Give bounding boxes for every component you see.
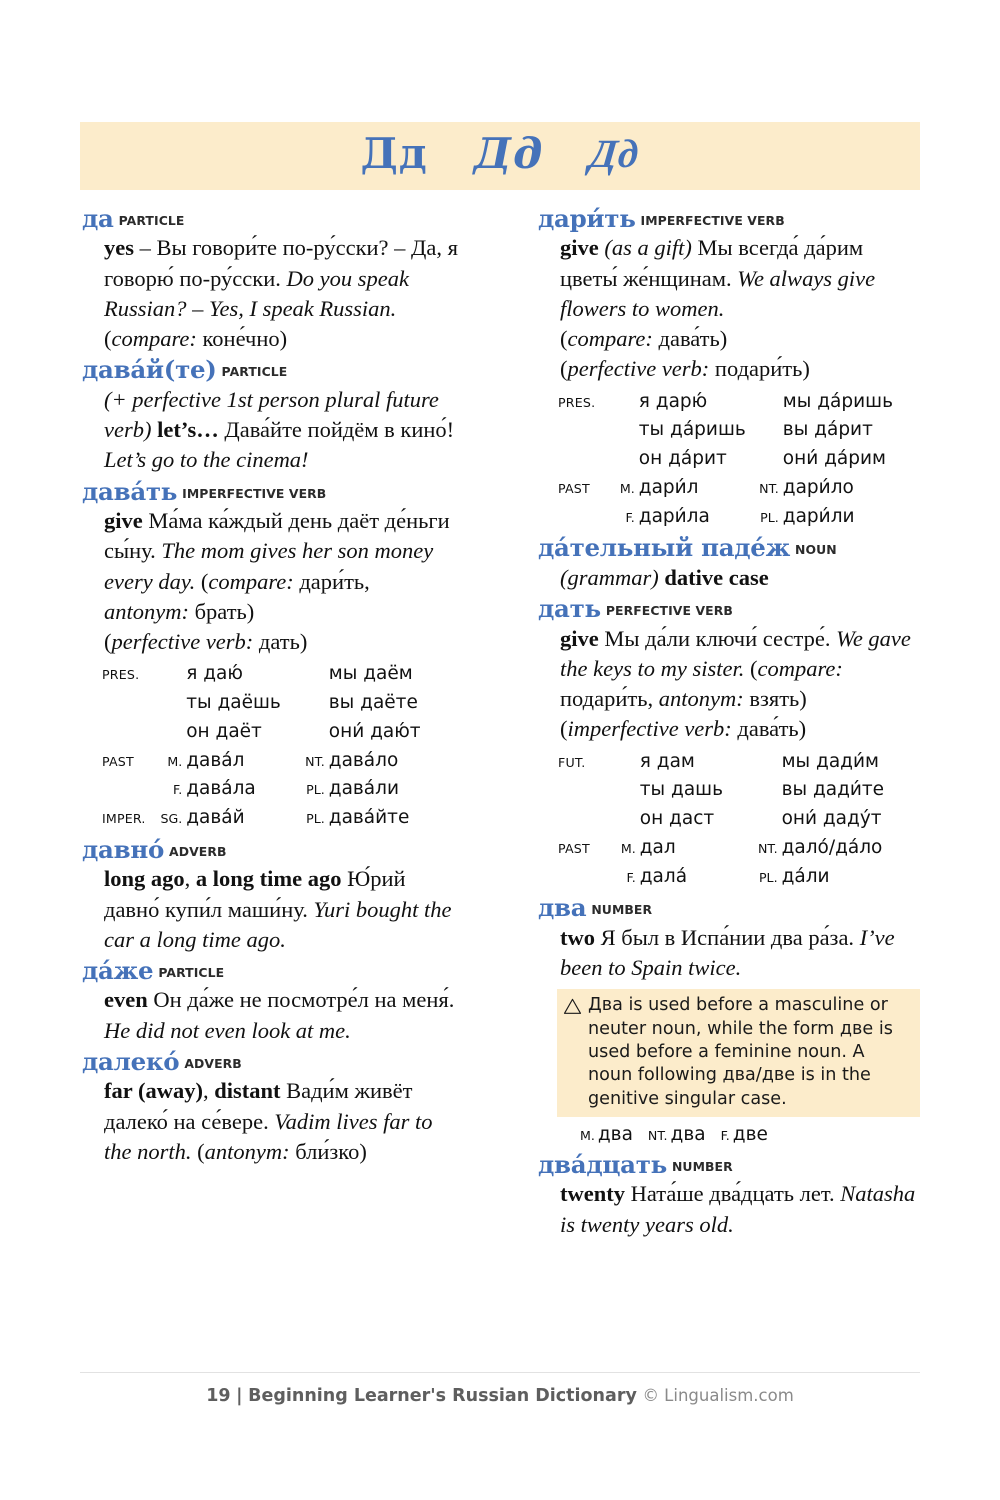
gender-label: NT. [759, 480, 779, 496]
entry-definition: twenty Ната́ше два́дцать лет. Natasha is twenty years old. [560, 1181, 916, 1237]
warning-triangle-icon [563, 997, 582, 1016]
gender-label [754, 445, 783, 474]
conjugation-row [558, 503, 916, 532]
entry-headline [82, 478, 460, 505]
entry-definition: give Ма́ма ка́ждый день даёт де́ньги сы́ну. The mom gives her son money every day. (compare: дари́ть, antonym: брать) (perfective verb: дать) [104, 508, 450, 655]
gender-label [300, 718, 329, 747]
verb-form: я дарю́ [638, 390, 708, 412]
letter-cursive-glyph: Дд [588, 131, 642, 176]
verb-form: мы даём [328, 663, 413, 685]
verb-form: вы да́рит [782, 419, 873, 441]
entry-definition: (grammar) dative case [560, 564, 769, 590]
gender-label: M. [620, 840, 636, 856]
gender-label [753, 805, 782, 834]
verb-form: ты да́ришь [638, 419, 746, 441]
verb-form: да́ли [781, 865, 830, 887]
headword[interactable]: два́дцать [538, 1149, 667, 1179]
tense-label [102, 775, 157, 804]
tense-label [558, 863, 611, 892]
tense-label [558, 776, 611, 805]
footer-page-number: 19 [206, 1386, 231, 1406]
entry-definition: give Мы да́ли ключи́ сестре́. We gave the keys to my sister. (compare: подари́ть, antonym: взять) (imperfective verb: дава́ть) [560, 625, 911, 742]
tense-label: PRES. [558, 394, 596, 410]
gender-label [300, 660, 329, 689]
part-of-speech-label: NOUN [795, 542, 837, 558]
verb-form: дала́ [639, 865, 688, 887]
conjugation-table [558, 388, 916, 532]
gender-label: SG. [160, 811, 183, 827]
footer-title: Beginning Learner's Russian Dictionary [248, 1386, 637, 1406]
headword[interactable]: дава́ть [82, 476, 178, 506]
conjugation-row [102, 804, 460, 833]
part-of-speech-label: PARTICLE [158, 965, 225, 980]
verb-form: дава́л [186, 749, 245, 771]
dictionary-entry [82, 356, 460, 475]
verb-form: они́ даду́т [781, 808, 882, 830]
gender-label [157, 689, 186, 718]
conjugation-row [558, 776, 916, 805]
verb-form: дава́ла [186, 778, 256, 800]
dictionary-entry [538, 894, 916, 1149]
gender-label [611, 805, 639, 834]
conjugation-row [102, 689, 460, 718]
conjugation-row [558, 805, 916, 834]
headword[interactable]: да [82, 204, 114, 233]
right-column [538, 205, 916, 1242]
dictionary-entry [82, 836, 460, 955]
gender-form-value: два [597, 1124, 633, 1146]
gender-label: NT. [757, 840, 778, 856]
part-of-speech-label: IMPERFECTIVE VERB [640, 213, 785, 228]
verb-form: они́ даю́т [328, 720, 421, 742]
headword[interactable]: дава́й(те) [82, 355, 217, 385]
verb-form: дари́л [638, 476, 699, 498]
verb-form: мы да́ришь [782, 390, 893, 412]
entry-definition: (+ perfective 1st person plural future verb) let’s… Дава́йте пойдём в кино́! Let’s go to the cinema! [104, 386, 455, 473]
tense-label [558, 445, 611, 474]
headword[interactable]: далеко́ [82, 1046, 180, 1076]
dictionary-entry [82, 205, 460, 354]
dictionary-entry [82, 1048, 460, 1167]
verb-form: дава́ли [328, 778, 399, 800]
gender-label [157, 718, 186, 747]
page-footer [0, 1386, 1000, 1406]
conjugation-row [102, 718, 460, 747]
verb-form: он даст [639, 808, 715, 830]
entry-definition: even Он да́же не посмотре́л на меня́. He did not even look at me. [104, 987, 455, 1043]
part-of-speech-label: ADVERB [169, 843, 227, 859]
gender-label [300, 689, 329, 718]
footer-divider [80, 1372, 920, 1373]
conjugation-row [558, 388, 916, 417]
tense-label [102, 718, 157, 747]
footer-copyright: © Lingualism.com [642, 1386, 794, 1405]
gender-label: F. [173, 782, 183, 798]
verb-form: он да́рит [638, 448, 727, 470]
dictionary-entry [538, 205, 916, 531]
left-column [82, 205, 460, 1169]
letter-upright-glyph: Дд [360, 129, 428, 178]
entry-headline [82, 356, 460, 383]
entry-headline [82, 1048, 460, 1075]
verb-form: ты дашь [639, 779, 723, 801]
verb-form: ты даёшь [186, 692, 281, 714]
verb-form: дари́ла [638, 505, 710, 527]
gender-label: PL. [760, 509, 779, 525]
verb-form: дава́й [186, 807, 245, 829]
conjugation-table [558, 748, 916, 892]
dictionary-entry [538, 1151, 916, 1240]
gender-label: F. [626, 869, 636, 885]
tense-label: PAST [102, 753, 134, 769]
tense-label: PAST [558, 840, 590, 856]
headword[interactable]: дать [538, 594, 601, 624]
gender-label: F. [720, 1128, 730, 1144]
conjugation-row [558, 748, 916, 777]
entry-headline [82, 836, 460, 863]
verb-form: вы даёте [328, 692, 418, 714]
letter-header-band [80, 122, 920, 190]
gender-label [157, 660, 186, 689]
gender-form-value: два [670, 1124, 706, 1146]
gender-label [754, 388, 783, 417]
gender-label: PL. [758, 869, 778, 885]
conjugation-row [558, 416, 916, 445]
conjugation-row [102, 775, 460, 804]
tense-label: PRES. [102, 667, 140, 683]
entry-definition: give (as a gift) Мы всегда́ да́рим цветы́ же́нщинам. We always give flowers to women. (compare: дава́ть) (perfective verb: подари́ть) [560, 235, 876, 382]
gender-label: PL. [306, 811, 325, 827]
entry-definition: long ago, a long time ago Ю́рий давно́ купи́л маши́ну. Yuri bought the car a long time ago. [104, 866, 452, 952]
verb-form: они́ да́рим [782, 448, 886, 470]
gender-form-value: две [732, 1124, 768, 1146]
headword[interactable]: да́тельный паде́ж [538, 533, 791, 563]
headword[interactable]: два [538, 893, 587, 923]
gender-label: M. [619, 480, 635, 496]
conjugation-row [102, 747, 460, 776]
part-of-speech-label: NUMBER [671, 1158, 733, 1174]
gender-label [611, 388, 638, 417]
gender-label [754, 416, 783, 445]
gender-label: PL. [306, 782, 325, 798]
gender-label [611, 445, 638, 474]
gender-label [611, 748, 639, 777]
dictionary-entry [82, 478, 460, 833]
usage-note-text: Два is used before a masculine or neuter noun, while the form две is used before a feminine noun. A noun following два/две is in the genitive singular case. [588, 995, 893, 1109]
entry-headline [538, 595, 916, 622]
tense-label: FUT. [558, 754, 586, 770]
conjugation-row [558, 445, 916, 474]
gender-label: NT. [647, 1128, 668, 1144]
entry-headline [538, 1151, 916, 1178]
gender-label [611, 416, 638, 445]
conjugation-row [102, 660, 460, 689]
verb-form: дари́ли [782, 505, 855, 527]
verb-form: дари́ло [782, 476, 854, 498]
tense-label: IMPER. [102, 811, 146, 827]
part-of-speech-label: PARTICLE [221, 364, 288, 380]
headword[interactable]: да́же [82, 956, 154, 985]
conjugation-row [558, 863, 916, 892]
verb-form: дава́ло [328, 749, 399, 771]
entry-definition: yes – Вы говори́те по-ру́сски? – Да, я говорю́ по-ру́сски. Do you speak Russian? – Yes, I speak Russian. (compare: коне́чно) [104, 235, 458, 352]
tense-label [558, 416, 611, 445]
entry-headline [82, 205, 460, 232]
letter-italic-glyph: Дд [473, 129, 545, 178]
verb-form: мы дади́м [781, 750, 879, 772]
usage-note-box [557, 989, 920, 1117]
entry-headline [82, 957, 460, 984]
gender-label: NT. [305, 753, 325, 769]
verb-form: вы дади́те [781, 779, 885, 801]
dictionary-entry [538, 534, 916, 593]
verb-form: дава́йте [328, 807, 410, 829]
gender-label [753, 748, 782, 777]
conjugation-table [102, 660, 460, 833]
gender-label [753, 776, 782, 805]
entry-headline [538, 894, 916, 921]
conjugation-row [558, 834, 916, 863]
part-of-speech-label: IMPERFECTIVE VERB [182, 485, 327, 501]
gender-label: M. [167, 753, 183, 769]
tense-label: PAST [558, 480, 590, 496]
verb-form: он даёт [186, 720, 262, 742]
verb-form: дал [639, 836, 676, 858]
footer-separator: | [236, 1386, 243, 1406]
part-of-speech-label: NUMBER [591, 902, 653, 918]
tense-label [102, 689, 157, 718]
verb-form: я дам [639, 750, 695, 772]
gender-forms-row [580, 1121, 916, 1149]
entry-definition: two Я был в Испа́нии два ра́за. I’ve been to Spain twice. [560, 924, 895, 980]
tense-label [558, 805, 611, 834]
gender-label: M. [580, 1128, 595, 1144]
part-of-speech-label: ADVERB [184, 1055, 242, 1071]
entry-headline [538, 205, 916, 232]
gender-label: F. [625, 509, 635, 525]
dictionary-entry [538, 595, 916, 891]
part-of-speech-label: PERFECTIVE VERB [605, 603, 733, 619]
entry-definition: far (away), distant Вади́м живёт далеко́ на се́вере. Vadim lives far to the north. (antonym: бли́зко) [104, 1078, 433, 1164]
headword[interactable]: дари́ть [538, 204, 636, 233]
verb-form: я даю́ [186, 663, 243, 685]
tense-label [558, 503, 611, 532]
part-of-speech-label: PARTICLE [118, 213, 185, 228]
entry-headline [538, 534, 916, 561]
headword[interactable]: давно́ [82, 834, 165, 864]
dictionary-entry [82, 957, 460, 1046]
conjugation-row [558, 474, 916, 503]
verb-form: дало́/да́ло [781, 836, 883, 858]
gender-label [611, 776, 639, 805]
